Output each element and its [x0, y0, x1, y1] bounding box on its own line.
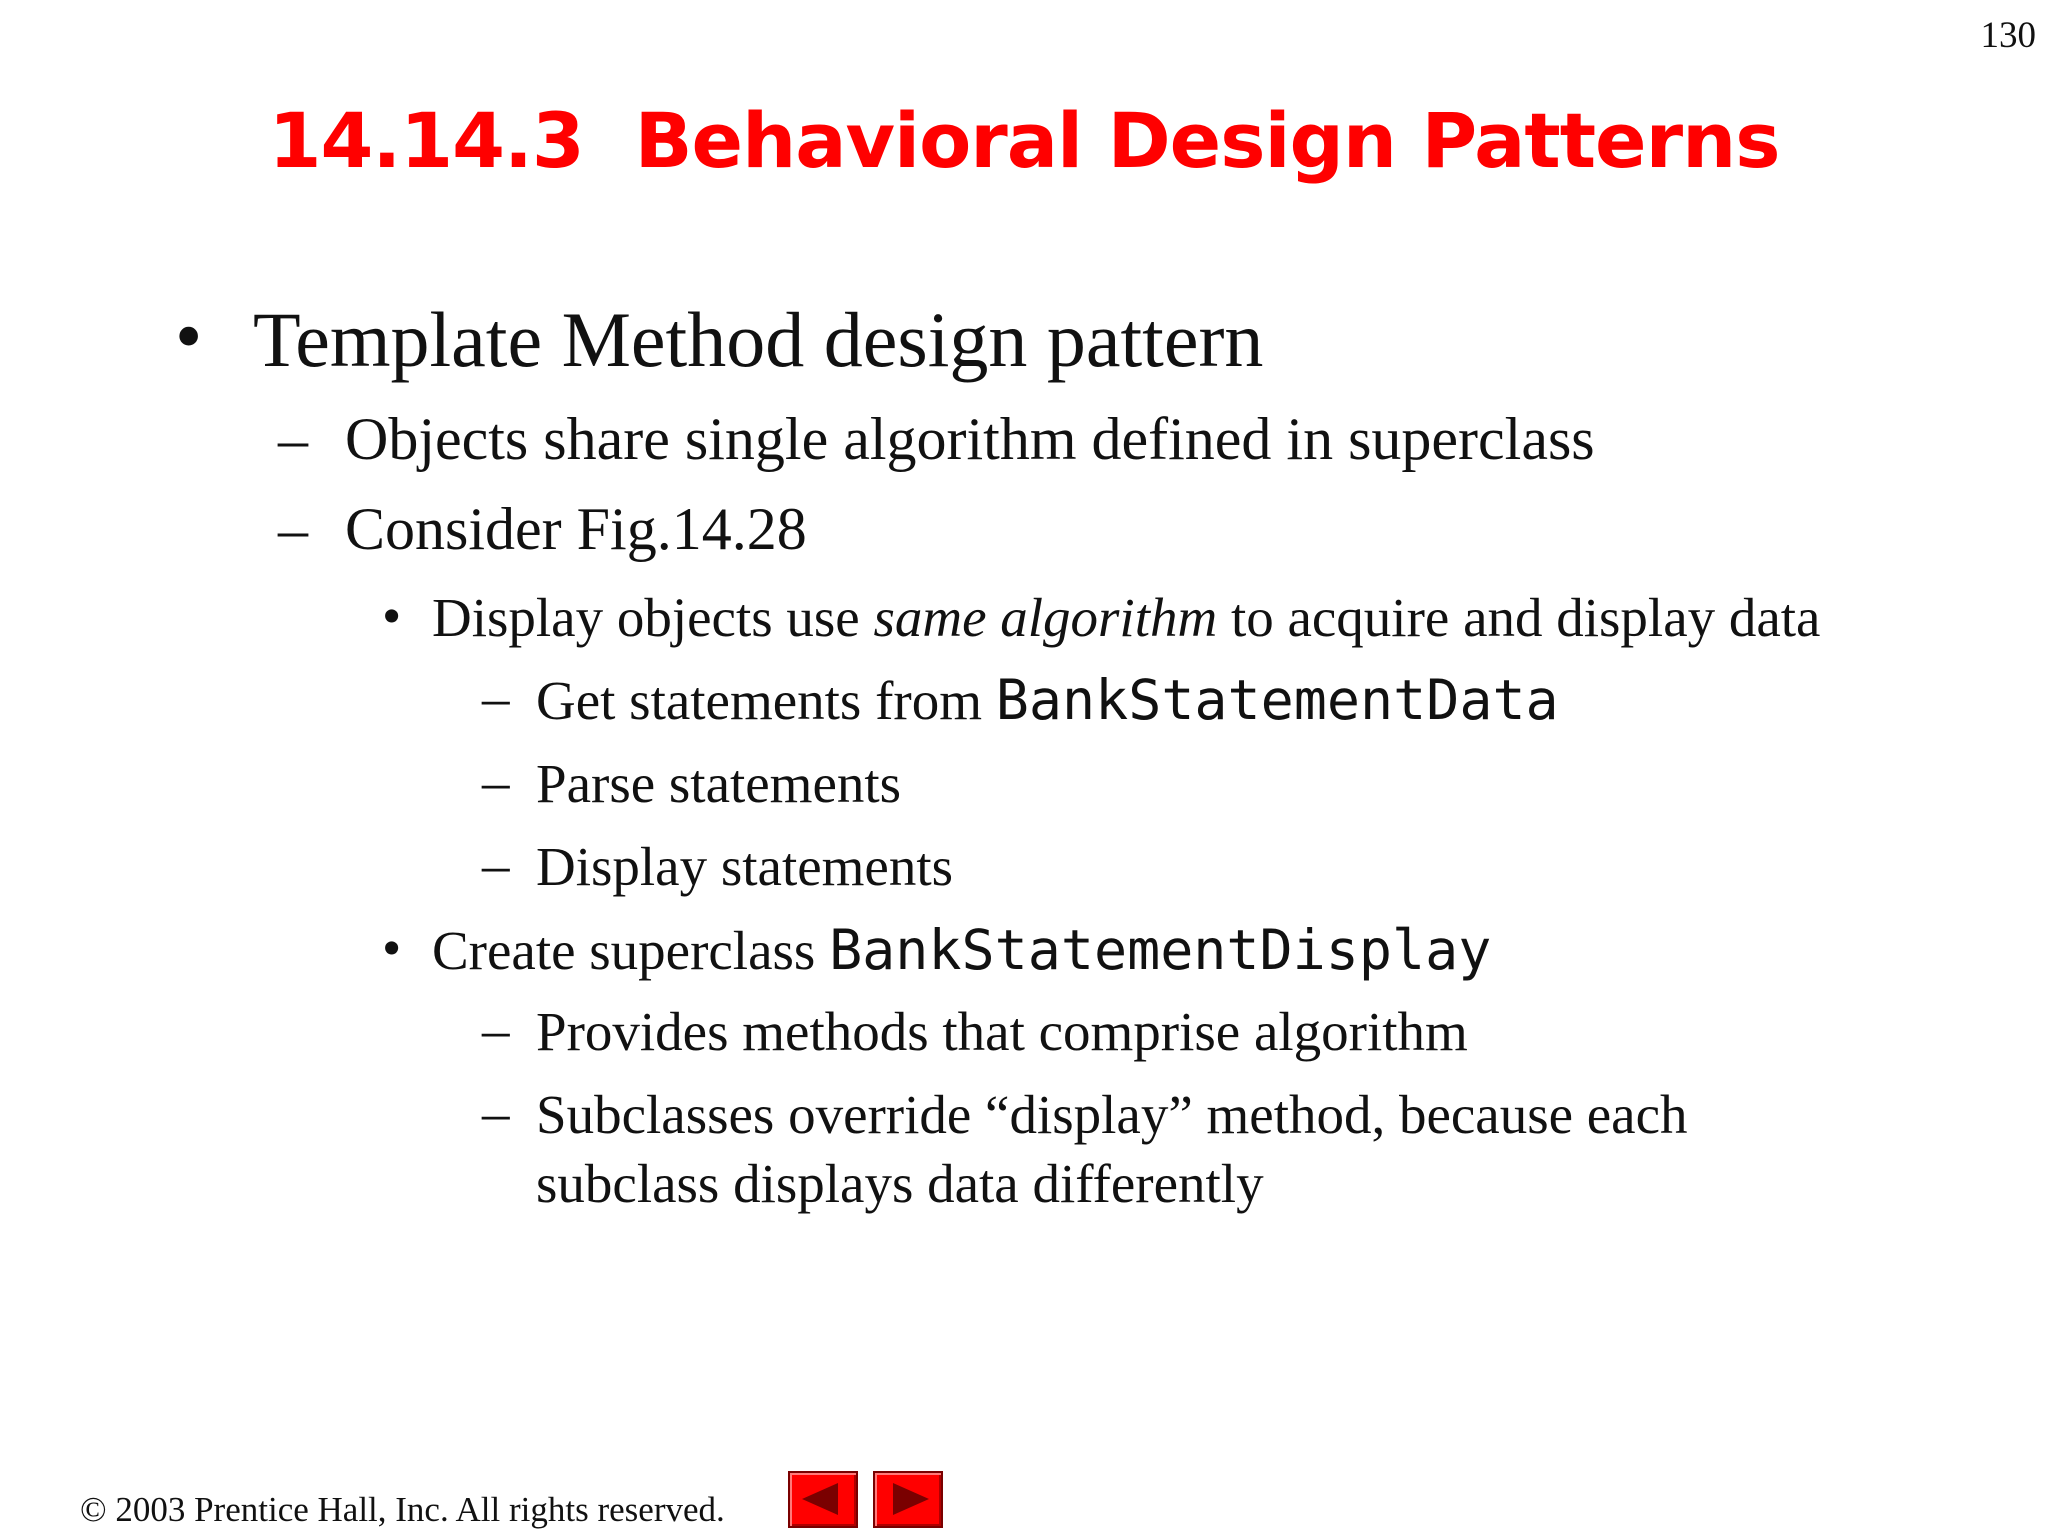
- page-number: 130: [1980, 15, 2036, 56]
- dash-marker: –: [482, 751, 510, 812]
- dash-marker: –: [482, 667, 510, 728]
- step-text: [536, 668, 1559, 732]
- code-class-name: BankStatementData: [995, 668, 1559, 732]
- next-slide-button[interactable]: [873, 1471, 943, 1528]
- dash-marker: –: [482, 999, 510, 1060]
- slide-title: 14.14.3 Behavioral Design Patterns: [268, 96, 1780, 185]
- text-pre: Display objects use: [432, 587, 874, 648]
- bullet-marker: •: [382, 917, 402, 978]
- bullet-marker: •: [382, 585, 402, 646]
- step-text-line-2: subclass displays data differently: [536, 1153, 1264, 1214]
- dash-marker: –: [278, 496, 308, 562]
- bullet-text: Template Method design pattern: [253, 296, 1264, 383]
- dash-marker: –: [482, 1082, 510, 1143]
- step-text: Parse statements: [536, 753, 902, 814]
- text-post: to acquire and display data: [1217, 587, 1821, 648]
- bullet-plain-text: Create superclass: [432, 920, 830, 981]
- left-triangle-icon: [790, 1473, 856, 1526]
- dash-marker: –: [482, 834, 510, 895]
- bullet-text: [432, 586, 1820, 649]
- bullet-text: [432, 918, 1491, 982]
- step-text: Provides methods that comprise algorithm: [536, 1001, 1468, 1062]
- subbullet-text: Objects share single algorithm defined in superclass: [345, 406, 1595, 472]
- copyright-footer: © 2003 Prentice Hall, Inc. All rights reserved.: [80, 1490, 725, 1529]
- previous-slide-button[interactable]: [788, 1471, 858, 1528]
- code-class-name: BankStatementDisplay: [829, 918, 1492, 982]
- step-plain-text: Get statements from: [536, 670, 996, 731]
- dash-marker: –: [278, 406, 308, 472]
- step-text: Display statements: [536, 836, 954, 897]
- step-text-line-1: Subclasses override “display” method, because each: [536, 1084, 1688, 1145]
- text-italic: same algorithm: [873, 587, 1218, 648]
- subbullet-text: Consider Fig.14.28: [345, 496, 807, 562]
- right-triangle-icon: [875, 1473, 941, 1526]
- bullet-marker: •: [175, 292, 203, 379]
